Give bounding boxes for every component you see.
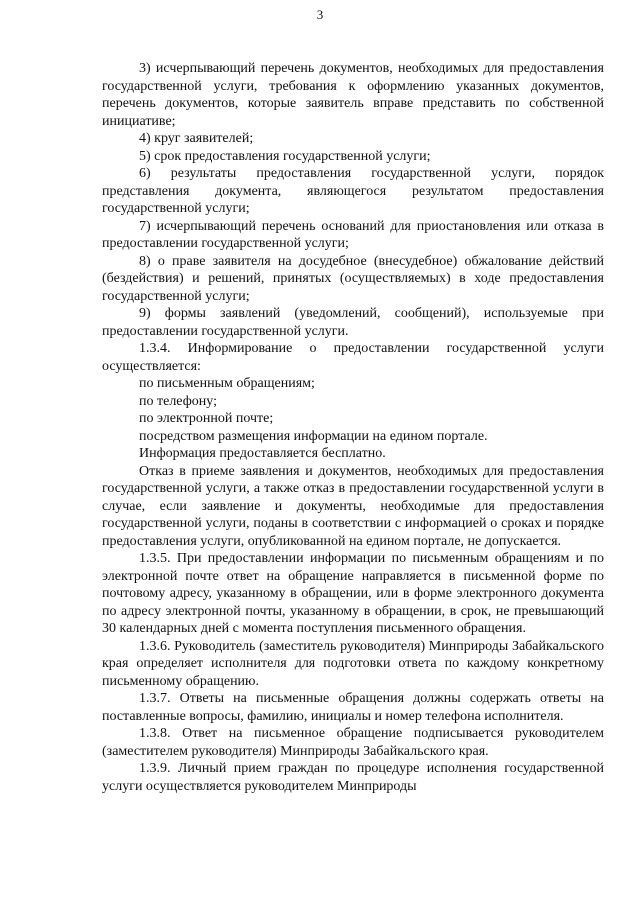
- paragraph-refusal: Отказ в приеме заявления и документов, необходимых для предоставления государственной услуги, а также отказ в предоставлении государственной услуги в случае, если заявление и документы, необходимые для предоставления государственной услуги, поданы в соответствии с информацией о сроках и порядке предоставления услуги, опубликованной на едином портале, не допускается.: [102, 463, 604, 549]
- list-item-portal: посредством размещения информации на едином портале.: [139, 428, 488, 444]
- paragraph-item-3: 3) исчерпывающий перечень документов, необходимых для предоставления государственной услуги, требования к оформлению указанных документов, перечень документов, которые заявитель вправе представить по собственной инициативе;: [102, 61, 604, 129]
- paragraph-item-5: 5) срок предоставления государственной услуги;: [139, 148, 431, 164]
- paragraph-1-3-7: 1.3.7. Ответы на письменные обращения должны содержать ответы на поставленные вопросы, фамилию, инициалы и номер телефона исполнителя.: [102, 691, 604, 724]
- paragraph-1-3-5: 1.3.5. При предоставлении информации по письменным обращениям и по электронной почте ответ на обращение направляется в письменной форме по почтовому адресу, указанному в обращении, или в форме электронного документа по адресу электронной почты, указанному в обращении, в срок, не превышающий 30 календарных дней с момента поступления письменного обращения.: [102, 551, 604, 636]
- paragraph-item-9: 9) формы заявлений (уведомлений, сообщений), используемые при предоставлении государственной услуги.: [102, 306, 604, 339]
- paragraph-item-4: 4) круг заявителей;: [139, 131, 254, 146]
- paragraph-1-3-6: 1.3.6. Руководитель (заместитель руководителя) Минприроды Забайкальского края определяет исполнителя для подготовки ответа по каждому конкретному письменному обращению.: [102, 638, 604, 689]
- list-item-email: по электронной почте;: [139, 411, 274, 426]
- list-item-written-requests: по письменным обращениям;: [139, 376, 315, 391]
- paragraph-item-6: 6) результаты предоставления государственной услуги, порядок представления документа, являющегося результатом предоставления государственной услуги;: [102, 166, 604, 216]
- document-body: [102, 60, 604, 795]
- list-item-phone: по телефону;: [139, 393, 217, 409]
- paragraph-1-3-4: 1.3.4. Информирование о предоставлении государственной услуги осуществляется:: [102, 341, 604, 374]
- paragraph-item-7: 7) исчерпывающий перечень оснований для приостановления или отказа в предоставлении государственной услуги;: [102, 218, 604, 251]
- paragraph-1-3-9: 1.3.9. Личный прием граждан по процедуре исполнения государственной услуги осуществляется руководителем Минприроды: [102, 761, 604, 794]
- paragraph-item-8: 8) о праве заявителя на досудебное (внесудебное) обжалование действий (бездействия) и решений, принятых (осуществляемых) в ходе предоставления государственной услуги;: [102, 253, 604, 304]
- paragraph-free-of-charge: Информация предоставляется бесплатно.: [139, 446, 386, 461]
- page-number: 3: [316, 7, 324, 22]
- paragraph-1-3-8: 1.3.8. Ответ на письменное обращение подписывается руководителем (заместителем руководителя) Минприроды Забайкальского края.: [102, 726, 604, 759]
